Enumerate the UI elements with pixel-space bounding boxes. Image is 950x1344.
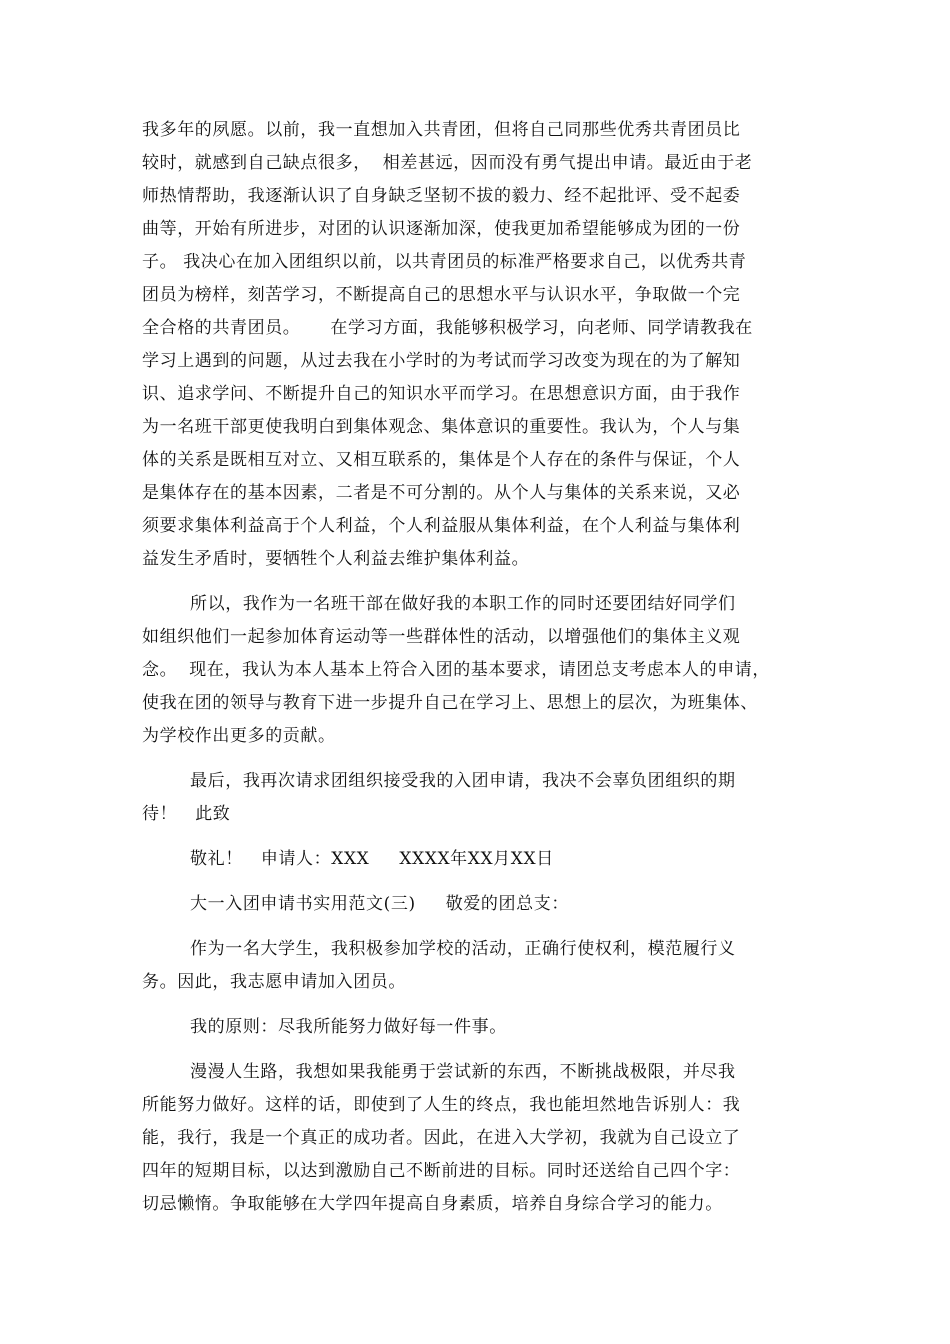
paragraph-gap [142,1044,822,1056]
paragraph-signature [142,843,822,876]
paragraph-section-title [142,888,822,921]
text-line: 我多年的夙愿。以前，我一直想加入共青团，但将自己同那些优秀共青团员比 [142,120,741,140]
text-line: 为学校作出更多的贡献。 [142,726,336,746]
text-line: 子。 我决心在加入团组织以前，以共青团员的标准严格要求自己，以优秀共青 [142,252,747,272]
text-line: 作为一名大学生，我积极参加学校的活动，正确行使权利，模范履行义 [142,939,736,959]
text-line: 务。因此，我志愿申请加入团员。 [142,972,406,992]
paragraph-gap [142,576,822,588]
paragraph-1 [142,114,822,576]
paragraph-2 [142,588,822,753]
text-line: 四年的短期目标，以达到激励自己不断前进的目标。同时还送给自己四个字： [142,1161,741,1181]
paragraph-8 [142,1056,822,1221]
text-line: 学习上遇到的问题，从过去我在小学时的为考试而学习改变为现在的为了解知 [142,351,741,371]
paragraph-gap [142,876,822,888]
text-line: 漫漫人生路，我想如果我能勇于尝试新的东西，不断挑战极限，并尽我 [142,1062,736,1082]
text-line: 较时，就感到自己缺点很多， 相差甚远，因而没有勇气提出申请。最近由于老 [142,153,753,173]
paragraph-7 [142,1011,822,1044]
text-line: 能，我行，我是一个真正的成功者。因此，在进入大学初，我就为自己设立了 [142,1128,741,1148]
paragraph-gap [142,999,822,1011]
text-line: 如组织他们一起参加体育运动等一些群体性的活动，以增强他们的集体主义观 [142,627,741,647]
paragraph-gap [142,831,822,843]
text-line: 识、追求学问、不断提升自己的知识水平而学习。在思想意识方面，由于我作 [142,384,741,404]
paragraph-gap [142,753,822,765]
text-line: 敬礼！ 申请人：XXX XXXX年XX月XX日 [142,849,554,869]
text-line: 师热情帮助，我逐渐认识了自身缺乏坚韧不拔的毅力、经不起批评、受不起委 [142,186,741,206]
text-line: 是集体存在的基本因素，二者是不可分割的。从个人与集体的关系来说，又必 [142,483,741,503]
text-line: 须要求集体利益高于个人利益，个人利益服从集体利益，在个人利益与集体利 [142,516,741,536]
text-line: 所以，我作为一名班干部在做好我的本职工作的同时还要团结好同学们 [142,594,736,614]
text-line: 团员为榜样，刻苦学习，不断提高自己的思想水平与认识水平，争取做一个完 [142,285,741,305]
document-body [142,114,822,1221]
text-line: 使我在团的领导与教育下进一步提升自己在学习上、思想上的层次，为班集体、 [142,693,758,713]
text-line: 曲等，开始有所进步，对团的认识逐渐加深，使我更加希望能够成为团的一份 [142,219,741,239]
text-line: 所能努力做好。这样的话，即使到了人生的终点，我也能坦然地告诉别人：我 [142,1095,741,1115]
text-line: 为一名班干部更使我明白到集体观念、集体意识的重要性。我认为，个人与集 [142,417,741,437]
paragraph-3 [142,765,822,831]
paragraph-gap [142,921,822,933]
text-line: 体的关系是既相互对立、又相互联系的，集体是个人存在的条件与保证，个人 [142,450,741,470]
text-line: 待！ 此致 [142,804,231,824]
text-line: 念。 现在，我认为本人基本上符合入团的基本要求，请团总支考虑本人的申请， [142,660,771,680]
text-line: 切忌懒惰。争取能够在大学四年提高自身素质，培养自身综合学习的能力。 [142,1194,723,1214]
text-line: 最后，我再次请求团组织接受我的入团申请，我决不会辜负团组织的期 [142,771,736,791]
text-line: 我的原则：尽我所能努力做好每一件事。 [142,1017,507,1037]
text-line: 益发生矛盾时，要牺牲个人利益去维护集体利益。 [142,549,530,569]
paragraph-6 [142,933,822,999]
text-line: 大一入团申请书实用范文(三) 敬爱的团总支： [142,894,569,914]
text-line: 全合格的共青团员。 在学习方面，我能够积极学习，向老师、同学请教我在 [142,318,753,338]
